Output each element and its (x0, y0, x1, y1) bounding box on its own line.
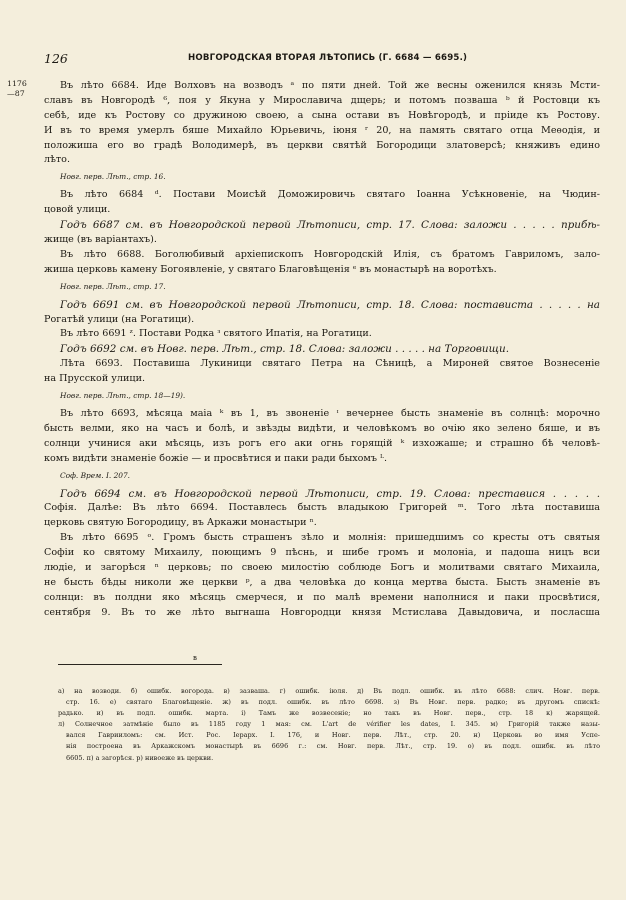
text-line: И въ то время умерлъ бяше Михайло Юрьевичь, iюня ʳ 20, на память святаго отца Меѳодiя, и (44, 124, 600, 136)
running-title: НОВГОРОДСКАЯ ВТОРАЯ ЛѢТОПИСЬ (Г. 6684 — 6695.) (188, 53, 468, 63)
text-line: Софiя. Далѣе: Въ лѣто 6694. Поставлесь бысть владыкою Григорей ᵐ. Того лѣта поставиша (44, 502, 600, 514)
text-line: положиша его во градѣ Володимерѣ, въ церкви святѣй Богородици златоверсѣ; княживъ едино (44, 139, 600, 151)
editorial-note: Годъ 6694 см. въ Новгородской первой Лѣтописи, стр. 19. Слова: преставися . . . . . (60, 487, 600, 500)
source-reference: Соф. Врем. I. 207. (60, 470, 131, 480)
text-line: церковь святую Богородицу, въ Аркажи монастыри ⁿ. (44, 517, 317, 529)
text-line: людiе, и загорѣся ⁿ церковь; по своею милостiю соблюде Богъ и молитвами святаго Михаила, (44, 562, 600, 574)
source-reference: Новг. перв. Лѣт., стр. 17. (60, 281, 166, 291)
footnote-line: стр. 16. е) святаго Благовѣщенiе. ж) въ подл. ошибк. въ лѣто 6698. з) Въ Новг. перв. радко; въ другомъ спискѣ: (66, 698, 600, 707)
page-header (40, 51, 600, 67)
text-line: Лѣта 6693. Поставиша Лукиници святаго Петра на Сѣницѣ, а Мироней святое Вознесенiе (60, 358, 600, 370)
text-line: Рогатѣй улици (на Рогатици). (44, 313, 195, 325)
footnote-line: вался Гаврииломъ: см. Ист. Рос. Iерарх. I. 176, и Новг. перв. Лѣт., стр. 20. н) Церковь во имя Успе- (66, 731, 600, 740)
footnote-mark: в (193, 654, 197, 662)
text-line: цовой улици. (44, 204, 111, 216)
margin-year-top: 1176 (7, 79, 27, 88)
footnote-line: 6605. п) а загорѣся. р) нивоеже въ церкви. (66, 753, 214, 762)
text-line: сентября 9. Въ то же лѣто выгнаша Новгородци князя Мстислава Давыдовича, и посласша (44, 606, 600, 618)
editorial-note: Годъ 6692 см. въ Новг. перв. Лѣт., стр. 18. Слова: заложи . . . . . на Торговищи. (60, 343, 509, 356)
source-reference: Новг. перв. Лѣт., стр. 18—19). (60, 391, 186, 401)
footnote-line: радько. и) въ подл. ошибк. марта. i) Тамъ же возвесенiе; но такъ въ Новг. перв., стр. 18 к) жарящей. (58, 709, 600, 718)
text-line: лѣто. (44, 154, 71, 166)
footnote-line: нiя построена въ Аркажскомъ монастырѣ въ 6696 г.: см. Новг. перв. Лѣт., стр. 19. о) въ подл. ошибк. въ лѣто (66, 742, 600, 751)
footnote-line: л) Солнечное затмѣнiе было въ 1185 году 1 мая: см. L'art de vérifier les dates, I. 345. м) Григорiй также назы- (58, 720, 600, 729)
editorial-note: Годъ 6691 см. въ Новгородской первой Лѣтописи, стр. 18. Слова: постависта . . . . . на (60, 298, 600, 311)
text-line: Въ лѣто 6693, мѣсяца маiа ᵏ въ 1, въ звоненiе ᶦ вечернее бысть знаменiе въ солнцѣ: морочно (60, 408, 600, 420)
margin-year-bottom: —87 (7, 89, 25, 98)
text-line: комъ видѣти знаменiе божiе — и просвѣтися и паки ради быхомъ ᴸ. (44, 452, 388, 464)
text-line: славъ въ Новгородѣ ⁶, поя у Якуна у Мирославича дщерь; и потомъ позваша ᵇ й Ростовци къ (44, 94, 600, 106)
text-line: солнци учинися аки мѣсяць, изъ рогъ его аки огнь горящiй ᵏ изхожаше; и страшно бѣ человѣ- (44, 437, 600, 449)
text-line: бысть велми, яко на часъ и болѣ, и звѣзды видѣти, и человѣкомъ во очiю яко зелено бяше, и въ (44, 422, 600, 434)
text-line: Въ лѣто 6684. Иде Волховъ на возводъ ᵃ по пяти дней. Той же весны оженился князь Мсти- (60, 80, 600, 91)
footnote-divider (58, 664, 222, 665)
editorial-note: Годъ 6687 см. въ Новгородской первой Лѣтописи, стр. 17. Слова: заложи . . . . . прибѣ- (60, 219, 600, 232)
main-text (44, 79, 600, 621)
footnote-line: а) на возводи. б) ошибк. вогорода. в) зазваша. г) ошибк. iюля. д) Въ подл. ошибк. въ лѣто 6688: слич. Новг. перв. (58, 687, 600, 695)
text-line: жище (въ варiантахъ). (44, 234, 157, 246)
source-reference: Новг. перв. Лѣт., стр. 16. (60, 172, 166, 182)
page-number: 126 (44, 51, 68, 66)
text-line: не бысть бѣды николи же церкви ᵖ, а два человѣка до конца мертва быста. Бысть знаменiе въ (44, 576, 600, 588)
text-line: Въ лѣто 6684 ᵈ. Постави Моисѣй Доможировичь святаго Iоанна Усѣкновенiе, на Чюдин- (60, 189, 600, 201)
text-line: солнци: въ полдни яко мѣсяць смерчеся, и по малѣ времени наполнися и паки просвѣтися, (44, 591, 600, 603)
text-line: Софiи ко святому Михаилу, поющимъ 9 пѣснь, и шибе громъ и молонiа, и падоша ницъ вси (44, 547, 600, 559)
text-line: на Прусской улици. (44, 373, 146, 385)
text-line: Въ лѣто 6691 ᶻ. Постави Родка ᶟ святого Ипатiя, на Рогатици. (60, 328, 372, 340)
text-line: Въ лѣто 6695 ᵒ. Громъ бысть страшенъ зѣло и молнiя: пришедшимъ со кресты отъ святыя (60, 532, 600, 544)
footnotes (58, 686, 600, 764)
text-line: себѣ, иде къ Ростову со дружиною своею, а сына остави въ Новѣгородѣ, и прiиде къ Ростову. (44, 109, 600, 121)
text-line: Въ лѣто 6688. Боголюбивый архiепископъ Новгородскiй Илiя, съ братомъ Гавриломъ, зало- (60, 248, 600, 260)
text-line: жиша церковь камену Богоявленiе, у святаго Благовѣщенiя ᵉ въ монастырѣ на воротѣхъ. (44, 263, 497, 275)
